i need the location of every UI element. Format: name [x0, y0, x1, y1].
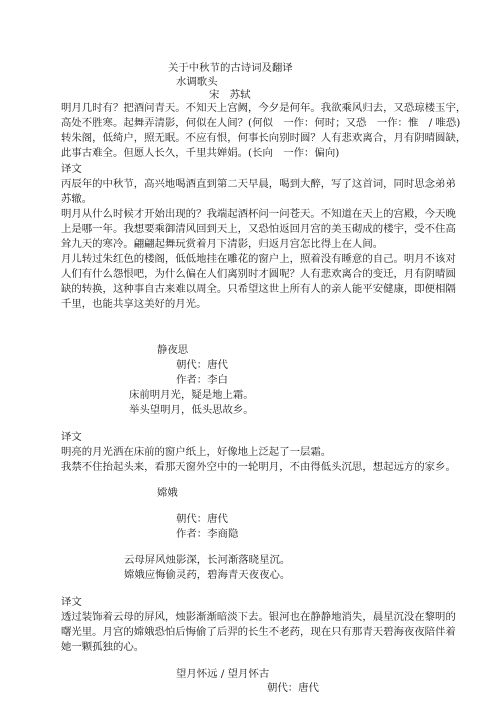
poem2-line: 举头望明月，低头思故乡。: [129, 404, 254, 416]
poem1-translation-line: 丙辰年的中秋节，高兴地喝酒直到第二天早晨，喝到大醉，写了这首词，同时思念弟弟: [61, 178, 456, 190]
poem1-translation-line: 人们有什么怨恨吧，为什么偏在人们离别时才圆呢？人有悲欢离合的变迁，月有阴晴圆: [61, 268, 456, 280]
poem2-line: 床前明月光，疑是地上霜。: [129, 389, 254, 401]
poem2-translation-line: 我禁不住抬起头来，看那天窗外空中的一轮明月，不由得低头沉思，想起远方的家乡。: [61, 461, 456, 473]
poem2-author: 作者：李白: [176, 374, 228, 386]
poem1-translation-line: 明月从什么时候才开始出现的？我端起酒杯问一问苍天。不知道在天上的宫殿，今天晚: [61, 208, 456, 220]
poem1-line: 明月几时有？把酒问青天。不知天上宫阙，今夕是何年。我欲乘风归去，又恐琼楼玉宇，: [61, 102, 467, 114]
poem1-translation-line: 缺的转换，这种事自古来难以周全。只希望这世上所有人的亲人能平安健康，即便相隔: [61, 283, 456, 295]
poem3-translation-label: 译文: [61, 596, 82, 608]
poem4-dynasty: 朝代：唐代: [267, 682, 319, 694]
poem1-translation-line: 耸九天的寒冷。翩翩起舞玩赏着月下清影，归返月宫怎比得上在人间。: [61, 238, 384, 250]
poem3-author: 作者：李商隐: [176, 528, 239, 540]
poem3-translation-line: 透过装饰着云母的屏风，烛影渐渐暗淡下去。银河也在静静地消失，晨星沉没在黎明的: [61, 611, 456, 623]
poem4-name: 望月怀远 / 望月怀古: [176, 668, 270, 680]
poem3-translation-line: 曙光里。月宫的嫦娥恐怕后悔偷了后羿的长生不老药，现在只有那青天碧海夜夜陪伴着: [61, 626, 456, 638]
poem2-translation-label: 译文: [61, 431, 82, 443]
poem1-translation-line: 苏辙。: [61, 193, 93, 205]
document-title: 关于中秋节的古诗词及翻译: [168, 62, 293, 74]
poem3-name: 嫦娥: [157, 487, 178, 499]
poem2-name: 静夜思: [157, 344, 189, 356]
poem1-line: 高处不胜寒。起舞弄清影，何似在人间？(何似 一作：何时；又恐 一作：惟 / 唯恐): [61, 117, 461, 129]
poem1-line: 转朱阁，低绮户，照无眠。不应有恨，何事长向别时圆？人有悲欢离合，月有阴晴圆缺，: [61, 132, 467, 144]
poem1-translation-line: 上是哪一年。我想要乘御清风回到天上，又恐怕返回月宫的美玉砌成的楼宇，受不住高: [61, 223, 456, 235]
poem1-translation-line: 月儿转过朱红色的楼阁，低低地挂在雕花的窗户上，照着没有睡意的自己。明月不该对: [61, 253, 456, 265]
poem2-dynasty: 朝代：唐代: [176, 359, 228, 371]
poem1-name: 水调歌头: [176, 76, 218, 88]
poem1-author: 宋 苏轼: [209, 89, 251, 101]
poem3-line: 嫦娥应悔偷灵药，碧海青天夜夜心。: [124, 569, 291, 581]
poem2-translation-line: 明亮的月光洒在床前的窗户纸上，好像地上泛起了一层霜。: [61, 446, 332, 458]
poem1-translation-label: 译文: [61, 163, 82, 175]
poem3-dynasty: 朝代：唐代: [176, 513, 228, 525]
poem1-translation-line: 千里，也能共享这美好的月光。: [61, 298, 207, 310]
poem1-line: 此事古难全。但愿人长久，千里共婵娟。(长向 一作：偏向): [61, 147, 340, 159]
poem3-line: 云母屏风烛影深，长河渐落晓星沉。: [124, 554, 291, 566]
poem3-translation-line: 她一颗孤独的心。: [61, 641, 145, 653]
